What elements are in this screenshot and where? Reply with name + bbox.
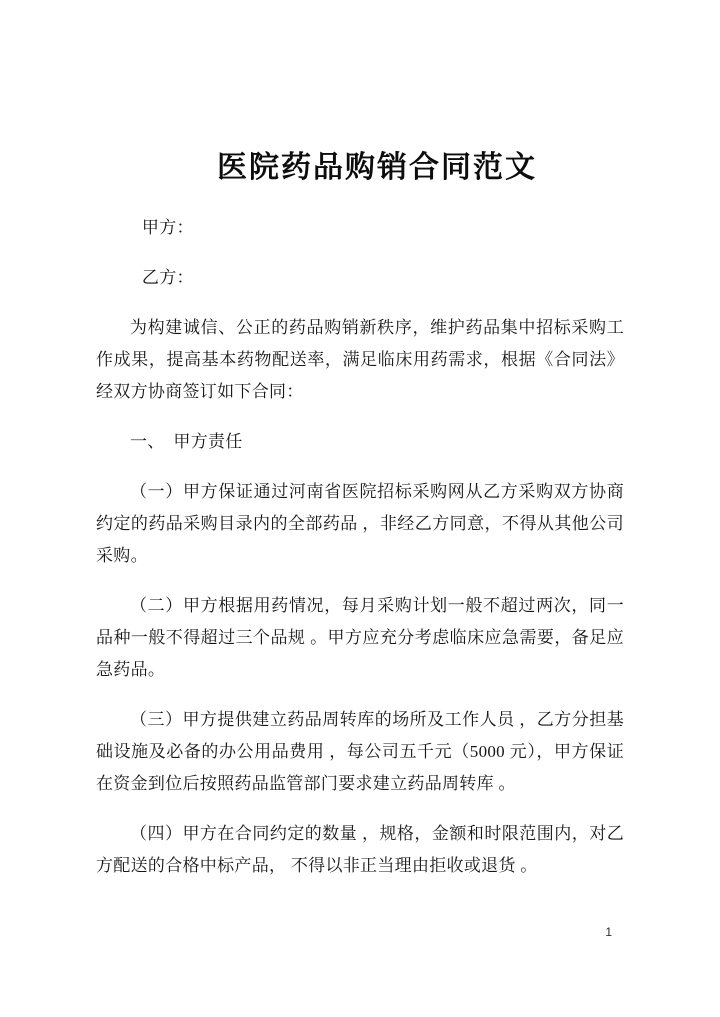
clause-paragraph-1: （一）甲方保证通过河南省医院招标采购网从乙方采购双方协商约定的药品采购目录内的全部药品 ，非经乙方同意，不得从其他公司采购。 <box>96 482 624 565</box>
clause-paragraph-3: （三）甲方提供建立药品周转库的场所及工作人员 ，乙方分担基础设施及必备的办公用品费用 ，每公司五千元（5000 元），甲方保证在资金到位后按照药品监管部门要求建立药品周转库 。 <box>96 710 624 793</box>
clause-paragraph-4: （四）甲方在合同约定的数量 ，规格，金额和时限范围内，对乙方配送的合格中标产品， 不得以非正当理由拒收或退货 。 <box>96 824 624 875</box>
party-a-line: 甲方： <box>141 218 194 237</box>
party-b-line: 乙方： <box>141 268 194 287</box>
document-title: 医院药品购销合同范文 <box>217 151 537 184</box>
page-number: 1 <box>605 925 612 939</box>
intro-paragraph: 为构建诚信、公正的药品购销新秩序，维护药品集中招标采购工作成果，提高基本药物配送率，满足临床用药需求，根据《合同法》经双方协商签订如下合同： <box>96 318 624 401</box>
clause-paragraph-2: （二）甲方根据用药情况，每月采购计划一般不超过两次，同一品种一般不得超过三个品规 。甲方应充分考虑临床应急需要，备足应急药品。 <box>96 596 624 679</box>
section-one-heading: 一、 甲方责任 <box>130 432 243 451</box>
